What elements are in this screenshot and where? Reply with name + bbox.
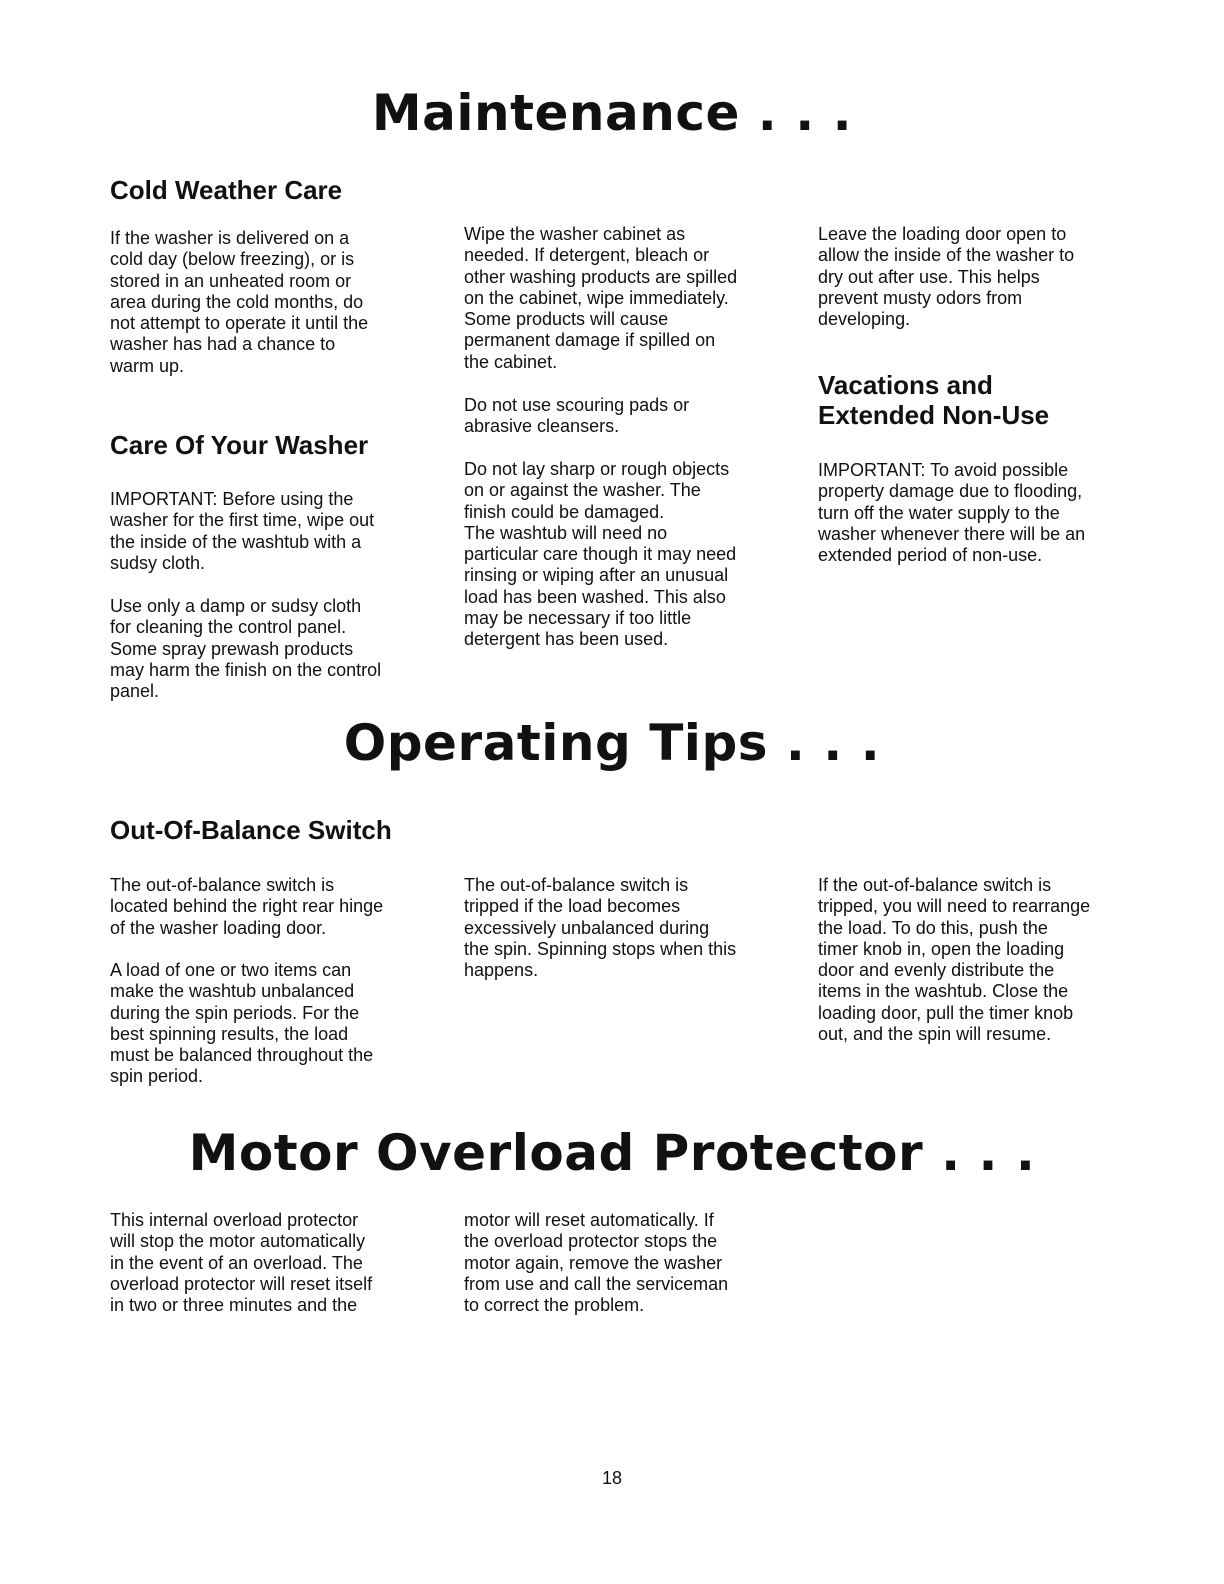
oob-location-text: The out-of-balance switch is located behind the right rear hinge of the washer loading door.	[110, 875, 384, 938]
motor-overload-text-1: This internal overload protector will stop the motor automatically in the event of an overload. The overload protector will reset itself in two or three minutes and the	[110, 1210, 373, 1316]
vacations-text: IMPORTANT: To avoid possible property damage due to flooding, turn off the water supply to the washer whenever there will be an extended period of non-use.	[818, 460, 1086, 566]
maintenance-title: Maintenance . . .	[371, 84, 853, 142]
cabinet-care-text: Wipe the washer cabinet as needed. If detergent, bleach or other washing products are spilled on the cabinet, wipe immediately. Some products will cause permanent damage if spilled on the cabinet.	[464, 224, 738, 372]
care-washer-text-2: Use only a damp or sudsy cloth for cleaning the control panel. Some spray prewash products may harm the finish on the control panel.	[110, 596, 382, 702]
loading-door-text: Leave the loading door open to allow the inside of the washer to dry out after use. This helps prevent musty odors from developing.	[818, 224, 1075, 330]
oob-rearrange-text: If the out-of-balance switch is tripped, you will need to rearrange the load. To do this, push the timer knob in, open the loading door and evenly distribute the items in the washtub. Close the loading door, pull the timer knob out, and the spin will resume.	[818, 875, 1091, 1045]
sharp-objects-text: Do not lay sharp or rough objects on or against the washer. The finish could be damaged. The washtub will need no particular care though it may need rinsing or wiping after an unusual load has been washed. This also may be necessary if too little detergent has been used.	[464, 459, 737, 650]
motor-overload-text-2: motor will reset automatically. If the overload protector stops the motor again, remove the washer from use and call the serviceman to correct the problem.	[464, 1210, 729, 1316]
oob-tripped-text: The out-of-balance switch is tripped if the load becomes excessively unbalanced during the spin. Spinning stops when this happens.	[464, 875, 737, 981]
scouring-text: Do not use scouring pads or abrasive cleansers.	[464, 395, 690, 437]
cold-weather-heading: Cold Weather Care	[110, 175, 343, 205]
oob-load-text: A load of one or two items can make the washtub unbalanced during the spin periods. For the best spinning results, the load must be balanced throughout the spin period.	[110, 960, 374, 1087]
motor-overload-title: Motor Overload Protector . . .	[188, 1124, 1036, 1182]
out-of-balance-heading: Out-Of-Balance Switch	[110, 815, 392, 845]
care-washer-heading: Care Of Your Washer	[110, 430, 369, 460]
vacations-heading: Vacations and Extended Non-Use	[818, 370, 1050, 430]
care-washer-text-1: IMPORTANT: Before using the washer for the first time, wipe out the inside of the washtub with a sudsy cloth.	[110, 489, 375, 573]
operating-tips-title: Operating Tips . . .	[343, 714, 881, 772]
cold-weather-text: If the washer is delivered on a cold day (below freezing), or is stored in an unheated room or area during the cold months, do not attempt to operate it until the washer has had a chance to warm up.	[110, 228, 369, 376]
page-number: 18	[601, 1468, 623, 1488]
